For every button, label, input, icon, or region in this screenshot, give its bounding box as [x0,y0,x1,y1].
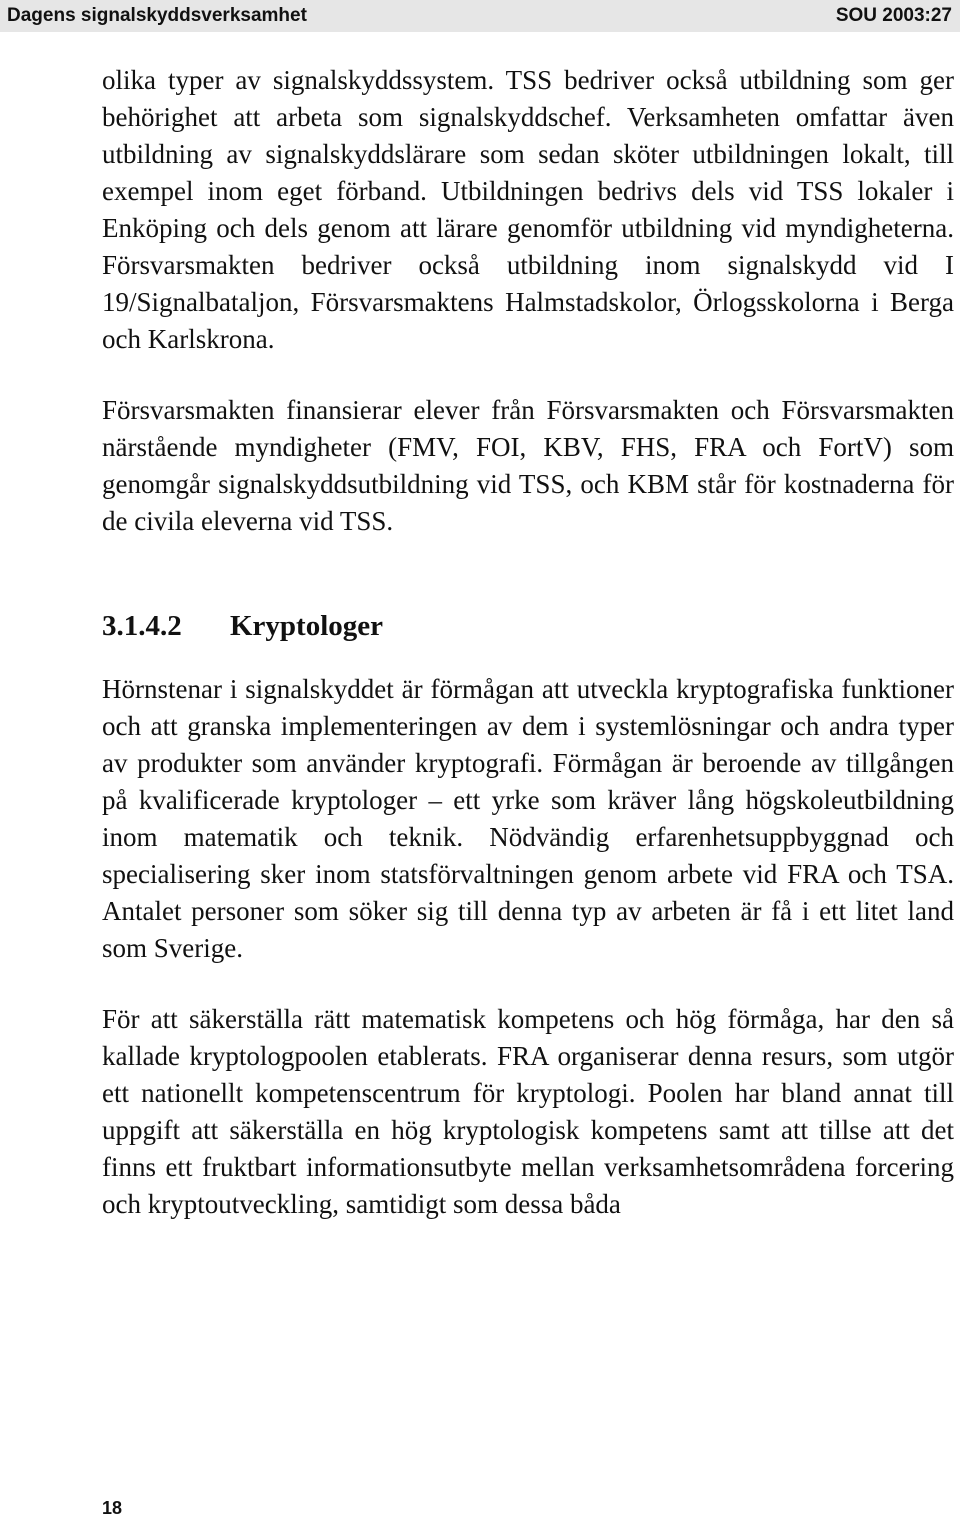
body-paragraph-3: Hörnstenar i signalskyddet är förmågan att utveckla kryptografiska funktioner och att granska implementeringen av dem i systemlösningar och andra typer av produkter som använder kryptografi. Förmågan är beroende av tillgången på kvalificerade kryptologer – ett yrke som kräver lång högskoleutbildning inom matematik och teknik. Nödvändig erfarenhetsuppbyggnad och specialisering sker inom statsförvaltningen genom arbete vid FRA och TSA. Antalet personer som söker sig till denna typ av arbeten är få i ett litet land som Sverige. [102,674,954,963]
section-title: Kryptologer [230,610,384,642]
section-heading [102,608,954,645]
body-paragraph-4: För att säkerställa rätt matematisk kompetens och hög förmåga, har den så kallade kryptologpoolen etablerats. FRA organiserar denna resurs, som utgör ett nationellt kompetenscentrum för kryptologi. Poolen har bland annat till uppgift att säkerställa en hög kryptologisk kompetens samt att tillse att det finns ett fruktbart informationsutbyte mellan verksamhetsområdena forcering och kryptoutveckling, samtidigt som dessa båda [102,1004,954,1219]
header-document-id: SOU 2003:27 [835,5,952,26]
page-number: 18 [102,1498,123,1518]
running-header [0,0,960,32]
header-chapter-title: Dagens signalskyddsverksamhet [7,5,307,26]
body-paragraph-2: Försvarsmakten finansierar elever från Försvarsmakten och Försvarsmakten närstående myndigheter (FMV, FOI, KBV, FHS, FRA och FortV) som genomgår signalskyddsutbildning vid TSS, och KBM står för kostnaderna för de civila eleverna vid TSS. [102,395,954,536]
body-paragraph-1: olika typer av signalskyddssystem. TSS bedriver också utbildning som ger behörighet att arbeta som signalskyddschef. Verksamheten omfattar även utbildning av signalskyddslärare som sedan sköter utbildningen lokalt, till exempel inom eget förband. Utbildningen bedrivs dels vid TSS lokaler i Enköping och dels genom att lärare genomför utbildning vid myndigheterna. Försvarsmakten bedriver också utbildning inom signalskydd vid I 19/Signalbataljon, Försvarsmaktens Halmstadskolor, Örlogsskolorna i Berga och Karlskrona. [102,65,954,354]
section-number: 3.1.4.2 [102,610,182,642]
page-body [102,62,954,1223]
